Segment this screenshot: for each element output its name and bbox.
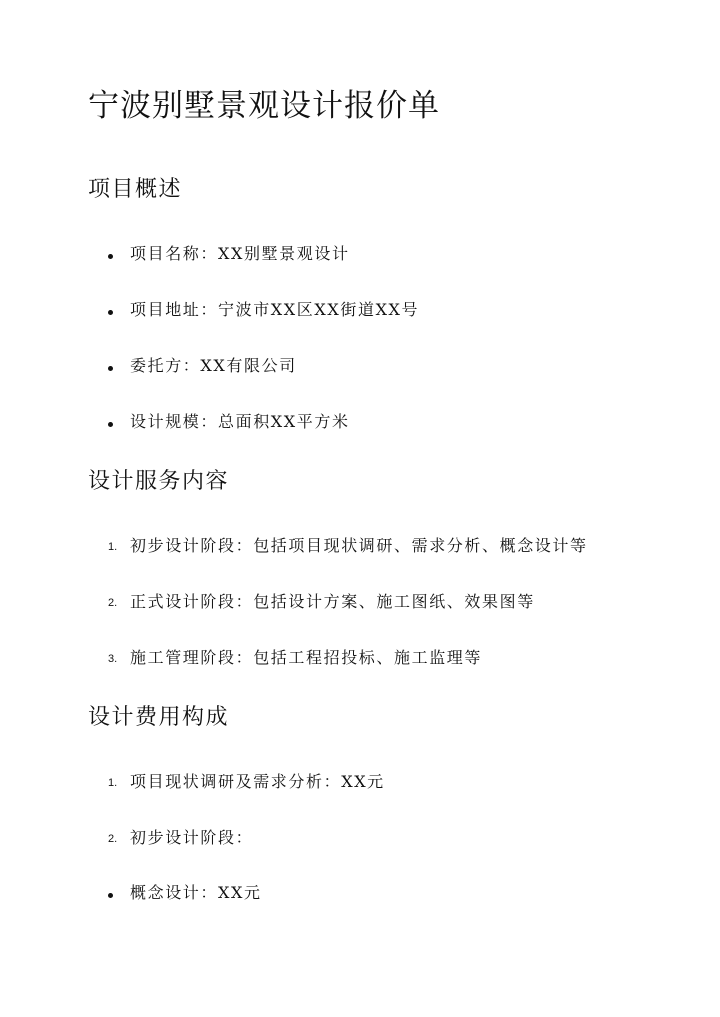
section-heading-services: 设计服务内容 [88,469,230,494]
bullet-marker [108,310,113,315]
list-item: 初步设计阶段： [130,828,254,847]
list-item: 项目现状调研及需求分析：XX元 [130,772,385,791]
bullet-marker [108,254,113,259]
list-item: 项目名称：XX别墅景观设计 [130,244,350,263]
list-item: 正式设计阶段：包括设计方案、施工图纸、效果图等 [130,592,535,611]
bullet-marker [108,422,113,427]
list-item: 初步设计阶段：包括项目现状调研、需求分析、概念设计等 [130,536,588,555]
bullet-marker [108,366,113,371]
list-item: 施工管理阶段：包括工程招投标、施工监理等 [130,648,483,667]
section-heading-overview: 项目概述 [88,177,183,202]
list-number: 1. [108,541,118,553]
list-number: 3. [108,653,118,665]
list-item: 设计规模：总面积XX平方米 [130,412,350,431]
section-heading-fees: 设计费用构成 [88,705,230,730]
document-title: 宁波别墅景观设计报价单 [88,88,440,124]
list-item: 项目地址：宁波市XX区XX街道XX号 [130,300,420,319]
list-number: 2. [108,833,118,845]
bullet-marker [108,893,113,898]
list-item: 委托方：XX有限公司 [130,356,297,375]
list-number: 1. [108,777,118,789]
list-number: 2. [108,597,118,609]
list-item: 概念设计：XX元 [130,883,262,902]
